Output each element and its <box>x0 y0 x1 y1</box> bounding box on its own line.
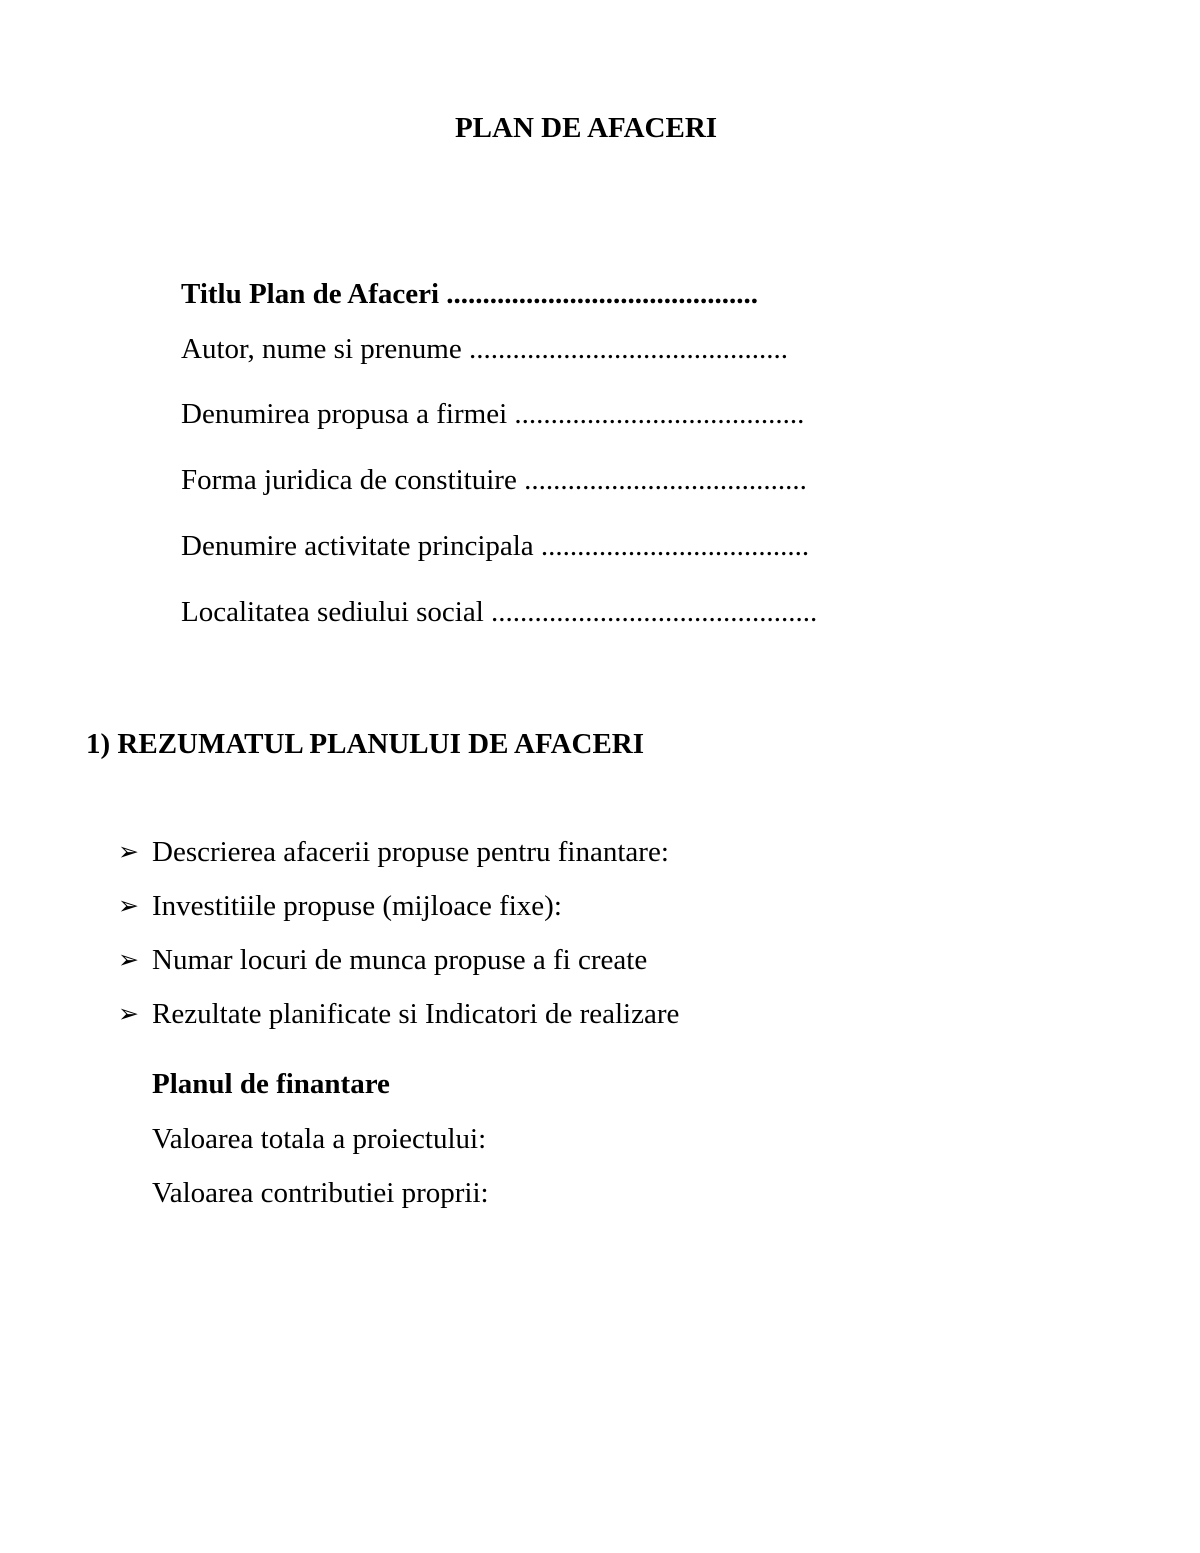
bullet-text: Numar locuri de munca propuse a fi create <box>152 944 648 976</box>
arrow-bullet-icon: ➢ <box>118 999 139 1028</box>
arrow-bullet-icon: ➢ <box>118 891 139 920</box>
field-company-name: Denumirea propusa a firmei ........................................ <box>181 398 805 430</box>
bullet-item <box>118 834 669 870</box>
bullet-item <box>118 942 647 978</box>
field-author: Autor, nume si prenume ............................................ <box>181 333 788 365</box>
arrow-bullet-icon: ➢ <box>118 945 139 974</box>
field-main-activity: Denumire activitate principala ..................................... <box>181 530 810 562</box>
bullet-item <box>118 888 562 924</box>
financing-total-value: Valoarea totala a proiectului: <box>152 1123 487 1155</box>
bullet-item <box>118 996 679 1032</box>
field-headquarters-locality: Localitatea sediului social ............................................. <box>181 596 818 628</box>
document-title: PLAN DE AFACERI <box>454 112 718 144</box>
financing-own-contribution: Valoarea contributiei proprii: <box>152 1177 489 1209</box>
field-plan-title: Titlu Plan de Afaceri ........................................... <box>181 278 759 310</box>
section-heading: 1) REZUMATUL PLANULUI DE AFACERI <box>86 728 645 760</box>
bullet-text: Descrierea afacerii propuse pentru finantare: <box>152 836 669 868</box>
field-legal-form: Forma juridica de constituire ....................................... <box>181 464 807 496</box>
arrow-bullet-icon: ➢ <box>118 837 139 866</box>
financing-heading: Planul de finantare <box>152 1068 390 1100</box>
bullet-text: Investitiile propuse (mijloace fixe): <box>152 890 562 922</box>
bullet-text: Rezultate planificate si Indicatori de realizare <box>152 998 680 1030</box>
